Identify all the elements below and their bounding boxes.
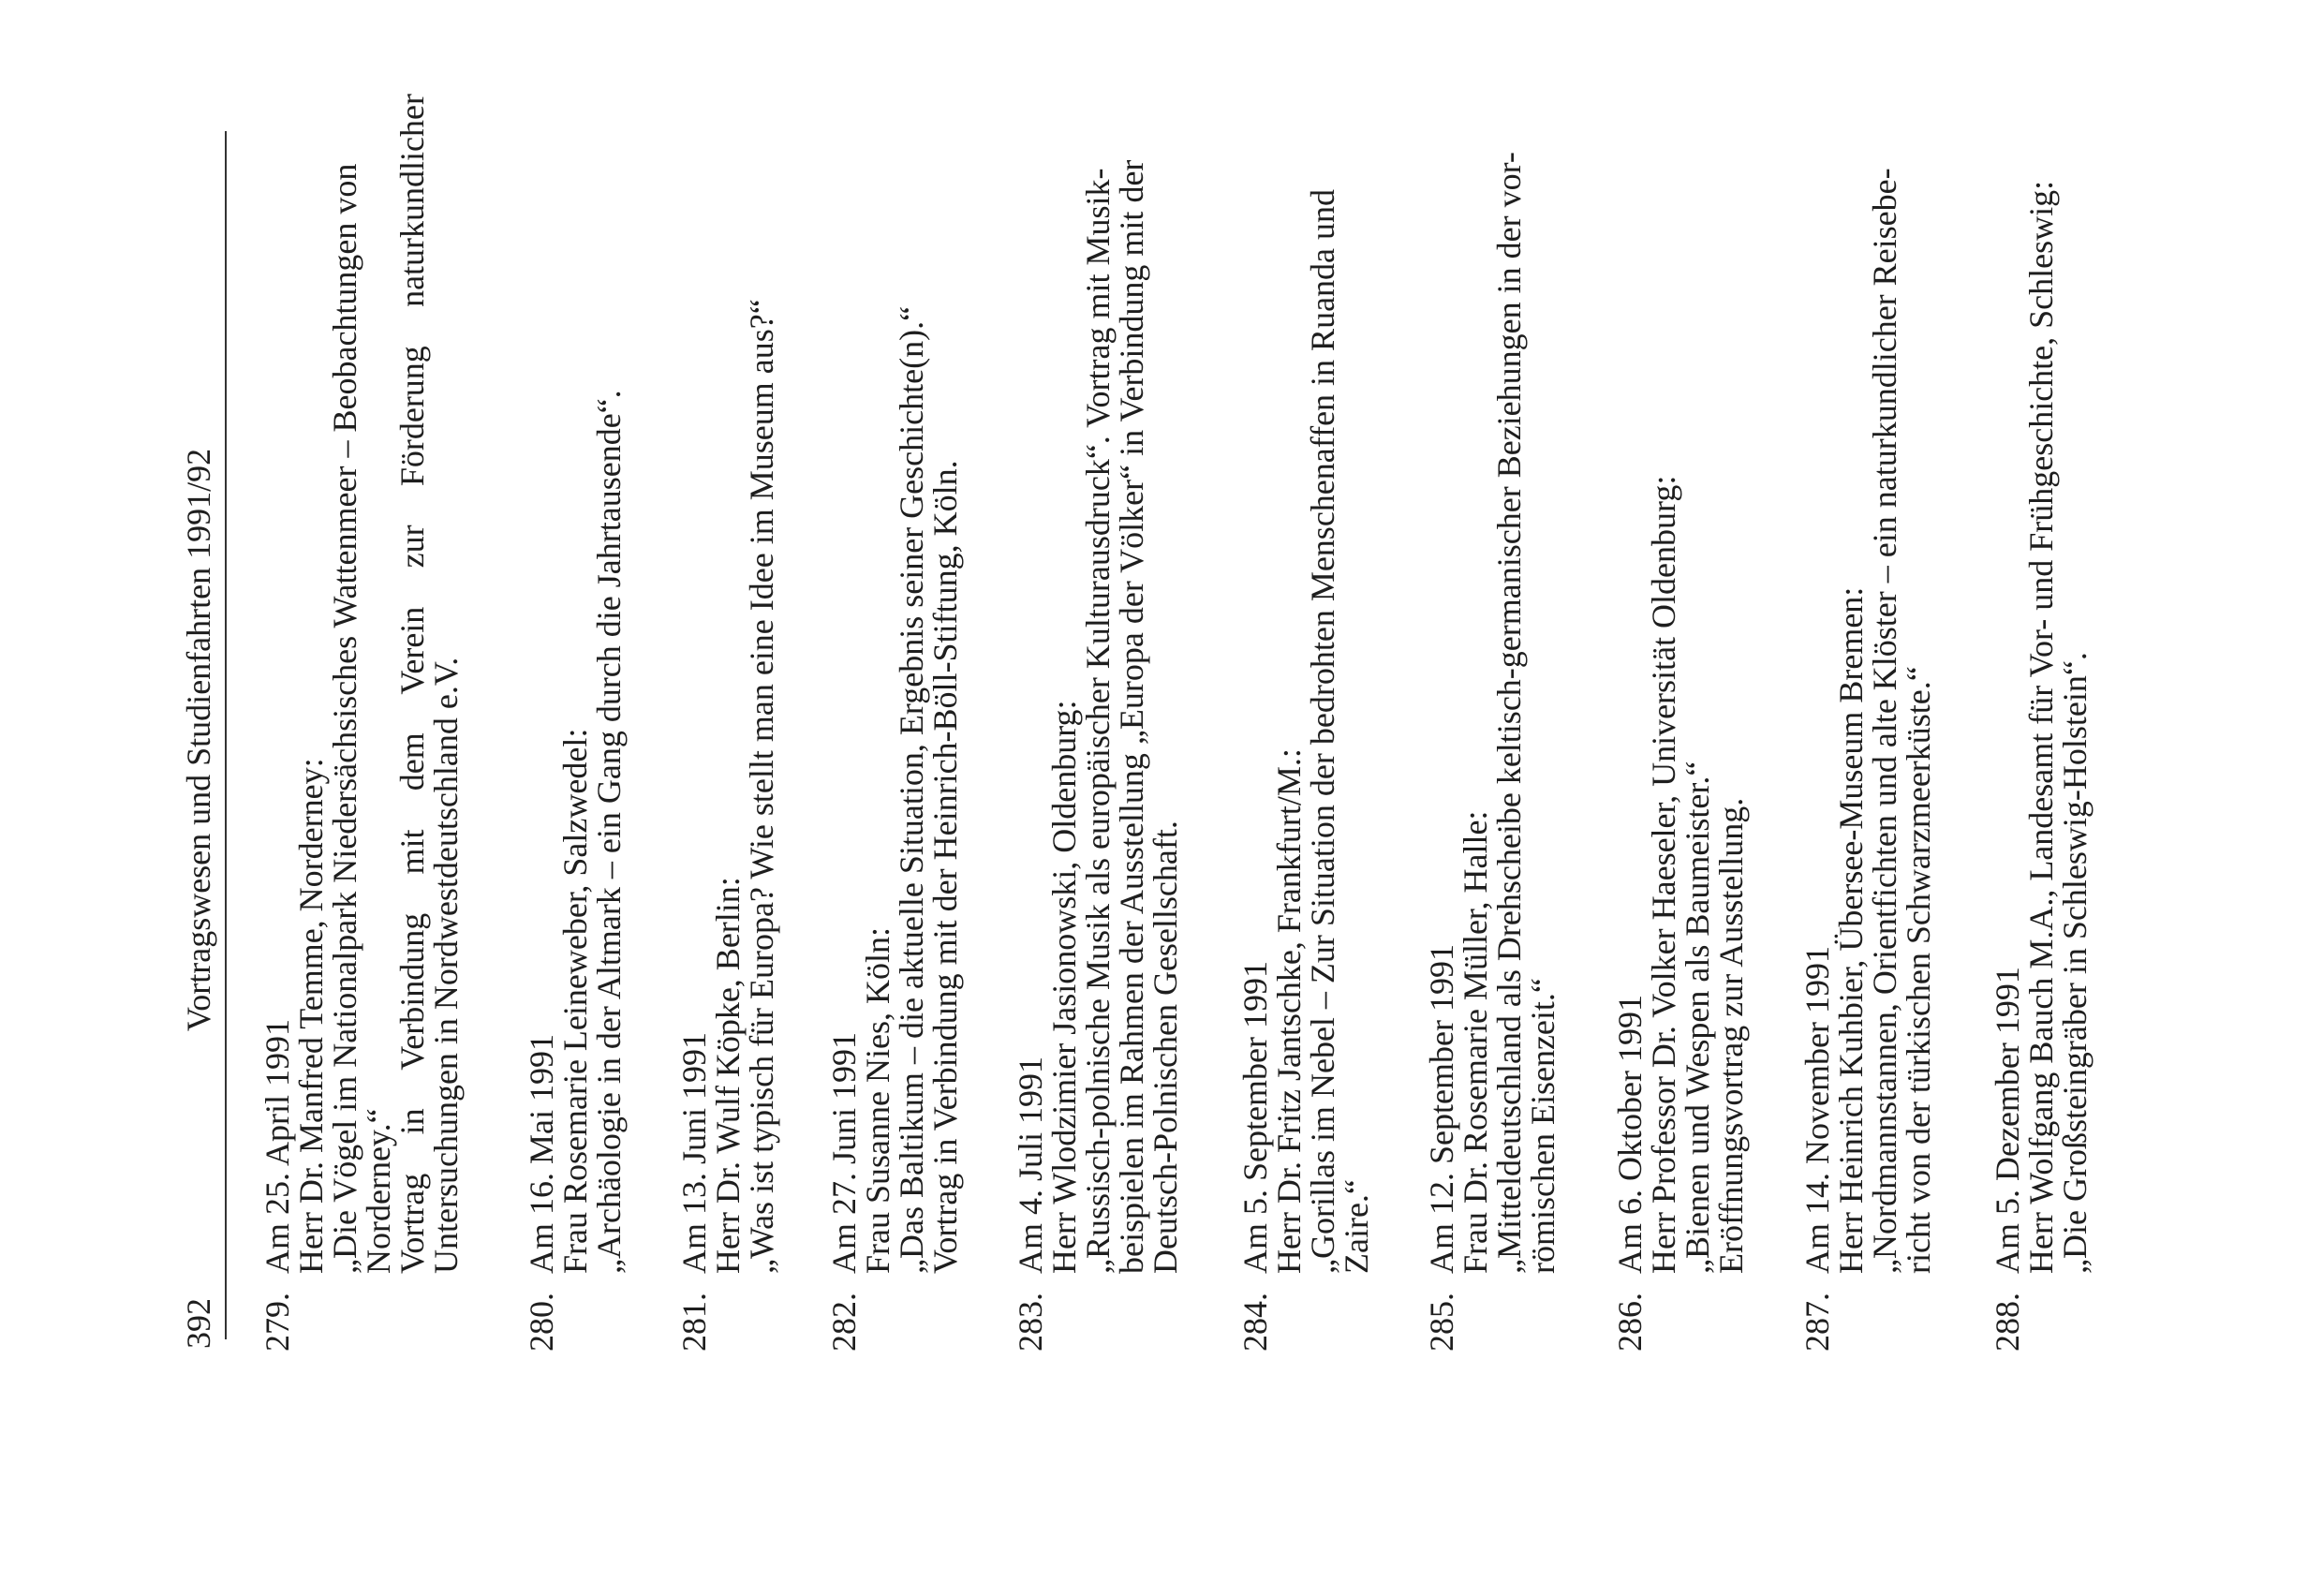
running-head: Vortragswesen und Studienfahrten 1991/92 bbox=[180, 448, 217, 1032]
entry-speaker: Herr Dr. Wulf Köpke, Berlin: bbox=[709, 877, 747, 1274]
entry-title-line: „Nordmannstannen, Orientfichten und alte Klöster – ein naturkundlicher Reisebe- bbox=[1866, 168, 1903, 1274]
entry-note-line bbox=[395, 94, 429, 1274]
entry-date: Am 27. Juni 1991 bbox=[825, 1031, 863, 1274]
entry-title-line: „Russisch-polnische Musik als europäischer Kulturausdruck“. Vortrag mit Musik- bbox=[1079, 168, 1117, 1274]
entry-date: Am 13. Juni 1991 bbox=[675, 1031, 713, 1274]
header-rule bbox=[225, 131, 227, 1339]
entry-date: Am 12. September 1991 bbox=[1423, 944, 1460, 1274]
entry-title-line: „Bienen und Wespen als Baumeister.“ bbox=[1679, 761, 1716, 1274]
entry-speaker: Herr Heinrich Kuhbier, Übersee-Museum Bremen: bbox=[1832, 586, 1870, 1274]
entry-body bbox=[1613, 94, 1748, 1274]
entry-speaker: Frau Rosemarie Leineweber, Salzwedel: bbox=[556, 728, 594, 1274]
entry-title-line: Norderney.“ bbox=[360, 1108, 397, 1274]
entry-number: 286. bbox=[1611, 1293, 1649, 1352]
entry-note-line: Untersuchungen in Nordwestdeutschland e.V. bbox=[427, 657, 465, 1274]
entry-title-line: Zaire.“ bbox=[1338, 1179, 1375, 1274]
entry-speaker: Herr Wlodzimier Jasionowski, Oldenburg: bbox=[1045, 700, 1083, 1274]
entry-title-line: „Das Baltikum – die aktuelle Situation, Ergebnis seiner Geschichte(n).“ bbox=[893, 305, 930, 1274]
entry-number: 287. bbox=[1798, 1293, 1836, 1352]
entry-speaker: Herr Dr. Fritz Jantschke, Frankfurt/M.: bbox=[1270, 748, 1308, 1274]
entry-title-line: beispielen im Rahmen der Ausstellung „Europa der Völker“ in Verbindung mit der bbox=[1113, 159, 1150, 1274]
entry-body bbox=[1990, 94, 2092, 1274]
entry-number: 282. bbox=[825, 1293, 863, 1352]
rotated-page-tail bbox=[1990, 75, 2178, 1405]
entry-date: Am 4. Juli 1991 bbox=[1012, 1056, 1049, 1274]
entry-note-text: Vortrag in Verbindung mit dem Verein zur Förderung naturkundlicher bbox=[393, 94, 431, 1274]
entry-note-line: Deutsch-Polnischen Gesellschaft. bbox=[1147, 820, 1184, 1274]
rotated-page bbox=[150, 75, 1976, 1405]
entry-speaker: Frau Dr. Rosemarie Müller, Halle: bbox=[1457, 810, 1494, 1274]
entry-body bbox=[1238, 94, 1373, 1274]
entry-title-line: „Die Großsteingräber in Schleswig-Holstein“. bbox=[2056, 652, 2094, 1274]
entry-title-line: „Archäologie in der Altmark – ein Gang durch die Jahrtausende“. bbox=[590, 390, 628, 1274]
entry-date: Am 25. April 1991 bbox=[259, 1018, 296, 1274]
entry-speaker: Herr Professor Dr. Volker Haeseler, Universität Oldenburg: bbox=[1645, 475, 1682, 1274]
entry-speaker: Herr Dr. Manfred Temme, Norderney: bbox=[292, 758, 330, 1274]
entry-date: Am 16. Mai 1991 bbox=[523, 1034, 560, 1274]
entry-number: 284. bbox=[1236, 1293, 1274, 1352]
entry-date: Am 14. November 1991 bbox=[1798, 946, 1836, 1274]
entry-body bbox=[1014, 94, 1182, 1274]
entry-body bbox=[827, 94, 962, 1274]
page-number: 392 bbox=[180, 1298, 217, 1349]
entry-number: 280. bbox=[523, 1293, 560, 1352]
entry-title-line: „Die Vögel im Nationalpark Niedersächsisches Wattenmeer – Beobachtungen von bbox=[326, 163, 363, 1274]
entry-number: 283. bbox=[1012, 1293, 1049, 1352]
entry-body bbox=[525, 94, 626, 1274]
entry-body bbox=[1425, 94, 1560, 1274]
entry-title-line: „Gorillas im Nebel – Zur Situation der bedrohten Menschenaffen in Ruanda und bbox=[1304, 188, 1341, 1274]
entry-title-line: römischen Eisenzeit.“ bbox=[1524, 978, 1561, 1274]
entry-title-line: „Mitteldeutschland als Drehscheibe keltisch-germanischer Beziehungen in der vor- bbox=[1490, 152, 1528, 1274]
entry-date: Am 5. September 1991 bbox=[1236, 961, 1274, 1274]
entry-note-line: Vortrag in Verbindung mit der Heinrich-Böll-Stiftung, Köln. bbox=[926, 460, 964, 1274]
entry-date: Am 5. Dezember 1991 bbox=[1989, 967, 2026, 1274]
entry-note-line: Eröffnungsvortrag zur Ausstellung. bbox=[1712, 797, 1750, 1274]
entry-body bbox=[1800, 94, 1935, 1274]
entry-date: Am 6. Oktober 1991 bbox=[1611, 995, 1649, 1274]
entry-speaker: Frau Susanne Nies, Köln: bbox=[859, 927, 896, 1274]
entry-title-line: „Was ist typisch für Europa? Wie stellt man eine Idee im Museum aus?“ bbox=[743, 299, 780, 1274]
entry-number: 279. bbox=[259, 1293, 296, 1352]
entry-number: 281. bbox=[675, 1293, 713, 1352]
entry-body bbox=[260, 94, 463, 1274]
entry-number: 285. bbox=[1423, 1293, 1460, 1352]
entry-title-line: richt von der türkischen Schwarzmeerküste.“ bbox=[1900, 666, 1937, 1274]
entry-body bbox=[677, 94, 778, 1274]
entry-speaker: Herr Wolfgang Bauch M.A., Landesamt für Vor- und Frühgeschichte, Schleswig: bbox=[2022, 180, 2060, 1274]
entry-number: 288. bbox=[1989, 1293, 2026, 1352]
